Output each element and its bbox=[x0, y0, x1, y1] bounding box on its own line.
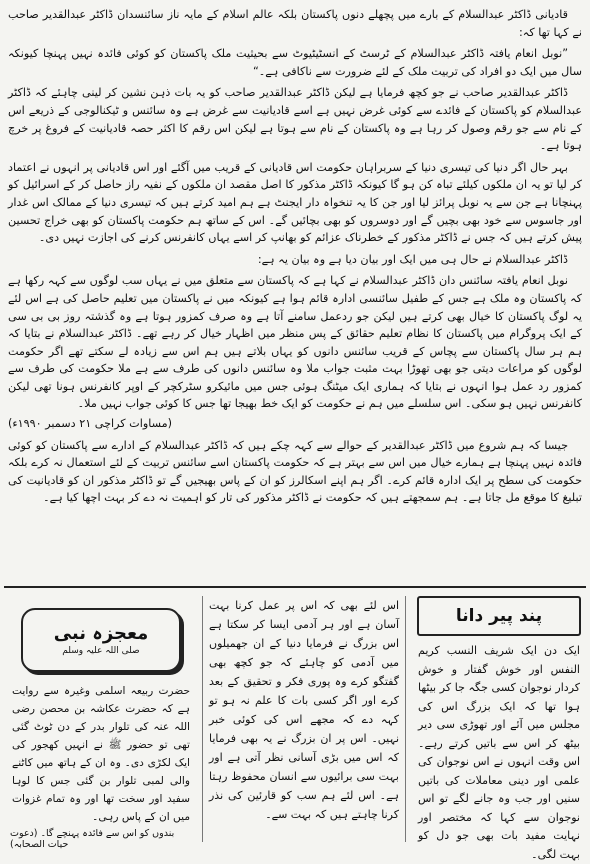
article-quote: ”نوبل انعام یافتہ ڈاکٹر عبدالسلام کے ٹرسٹ کے انسٹیٹیوٹ سے بحیثیت ملک پاکستان کو کوئی فائدہ نہیں پہنچا کیونکہ سال میں ایک دو افراد کی تربیت ملک کے لئے ضرورت سے ناکافی ہے۔“ bbox=[8, 47, 582, 78]
article-paragraph: ڈاکٹر عبدالسلام نے حال ہی میں ایک اور بیان دیا ہے وہ بیان یہ ہے: bbox=[257, 252, 568, 266]
article-paragraph: قادیانی ڈاکٹر عبدالسلام کے بارے میں پچھلے دنوں پاکستان بلکہ عالم اسلام کے مایہ ناز سائنسدان ڈاکٹر عبدالقدیر صاحب نے کہا تھا کہ: bbox=[8, 8, 582, 39]
article-paragraph: جیسا کہ ہم شروع میں ڈاکٹر عبدالقدیر کے حوالے سے کہہ چکے ہیں کہ ڈاکٹر عبدالسلام کے ادارے سے پاکستان کو کوئی فائدہ نہیں پہنچا ہے ہمارے خیال میں اس سے بہتر ہے کہ حکومت پاکستان اسے سائنس تربیت کے لئے استعمال نہ کرے بلکہ حکومت کی سطح پر ایک ادارہ قائم کرے۔ اگر ہم اپنے اسکالرز کو ان کے پاس بھیجیں گے تو ڈاکٹر مذکور ان کو قادیانیت کی تبلیغ کا موقع مل جاتا ہے۔ ہم سمجھتے ہیں کہ حکومت نے ڈاکٹر مذکور کی تار کو اہمیت نہ دے کر بہت اچھا کیا ہے۔ bbox=[8, 438, 582, 505]
column-heading-box bbox=[21, 608, 181, 672]
main-article bbox=[8, 6, 582, 576]
column-heading: معجزہ نبی bbox=[53, 623, 149, 644]
column-subheading: صلی اللہ علیہ وسلم bbox=[62, 646, 140, 656]
column-mojza bbox=[6, 596, 196, 850]
article-source: (مساوات کراچی ۲۱ دسمبر ۱۹۹۰ء) bbox=[8, 417, 172, 431]
column-footer: بندوں کو اس سے فائدہ پہنچے گا۔ (دعوت حیات الصحابہ) bbox=[10, 828, 175, 850]
article-paragraph: ڈاکٹر عبدالقدیر صاحب نے جو کچھ فرمایا ہے لیکن ڈاکٹر عبدالقدیر صاحب کو یہ بات ذہن نشین کر لینی چاہئے کہ ڈاکٹر عبدالسلام کو پاکستان کے فائدے سے کوئی غرض نہیں ہے اسے قادیانیت سے غرض ہے وہ سائنس و ٹیکنالوجی کے ذریعے اس کے نام سے جو رقم وصول کر رہا ہے وہ پاکستان کے نام سے ہوتا ہے لیکن اس رقم کا اکثر حصہ قادیانیت کے فروغ پر خرچ ہوتا ہے۔ bbox=[8, 86, 582, 153]
article-quote: نوبل انعام یافتہ سائنس دان ڈاکٹر عبدالسلام نے کہا ہے کہ پاکستان سے متعلق میں نے یہاں سب لوگوں سے کہہ رکھا ہے کہ پاکستان وہ ملک ہے جس کے طفیل سائنسی ادارہ قائم ہوا ہے کیونکہ میں نے پاکستان میں تعلیم حاصل کی ہے اس لئے یہ لوگ پاکستان کا خیال بھی کرتے ہیں لیکن جو ردعمل سامنے آتا ہے وہ صرف کمزور ہوتا ہے وہ گذشتہ روز بی بی سی کے ایک پروگرام میں پاکستان کا نظام تعلیم حقائق کے پس منظر میں اظہار خیال کر رہے تھے۔ ڈاکٹر عبدالسلام نے بتایا کہ ہم ہر سال پاکستان سے پچاس کے قریب سائنس دانوں کو یہاں بلاتے ہیں ہم اس سے زیادہ لے سکتے تھے اگر حکومت لوگوں کو مراعات دیتی جو بھی تھوڑا بہت مثبت جواب ملا وہ سائنس دانوں کی طرف سے ہے ملا حکومت کی طرف سے کمزور رد عمل ہوا انہوں نے بتایا کہ ہماری ایک میٹنگ ہوئی جس میں مائیکرو سٹرکچر کے اوپر کانفرنس ہونا تھی لیکن کانفرنس نہیں ہو سکی۔ اس سلسلے میں ہم نے حکومت کو ایک خط بھیجا تھا جس کا کوئی جواب نہیں ملا۔ bbox=[8, 274, 582, 411]
column-text: ایک دن ایک شریف النسب کریم النفس اور خوش گفتار و خوش کردار نوجوان کسی جگہ جا کر بیٹھا ہوا تھا کہ ایک بزرگ اس کی مجلس میں آئے اور تھوڑی سی دیر بیٹھ کر اس سے باتیں کرتے رہے۔ اس وقت انہوں نے اس نوجوان کی علمی اور دینی معاملات کی باتیں سنیں اور جب وہ جانے لگے تو اس نوجوان سے کہا کہ مختصر اور نہایت مفید بات بھی جو دل کو بہت لگی۔ bbox=[418, 644, 580, 861]
column-heading: پند پیر دانا bbox=[455, 606, 543, 626]
section-divider bbox=[4, 586, 586, 588]
column-text: حضرت ربیعہ اسلمی وغیرہ سے روایت ہے کہ حضرت عکاشہ بن محصن رضی اللہ عنہ کی تلوار بدر کے دن ٹوٹ گئی تھی تو حضور ﷺ نے انہیں کھجور کی ایک لکڑی دی۔ وہ ان کے ہاتھ میں کاٹنے والی لمبی تلوار بن گئی جس کا لوہا سفید اور سخت تھا اور وہ تمام غزوات میں ان کے پاس رہی۔ bbox=[12, 685, 190, 823]
column-text: اس لئے بھی کہ اس پر عمل کرنا بہت آسان ہے اور ہر آدمی ایسا کر سکتا ہے اس بزرگ نے فرمایا دنیا کے ان جھمیلوں میں آدمی کو چاہئے کہ جو کچھ بھی گفتگو کرے وہ پوری فکر و تحقیق کے بعد کرے اور اگر کسی بات کا علم نہ ہو تو کہہ دے کہ مجھے اس کی کوئی خبر نہیں۔ اس پر ان بزرگ نے یہ بھی فرمایا کہ اس میں بڑی آسانی نظر آتی ہے اور بہت سی برائیوں سے انسان محفوظ رہتا ہے۔ اس لئے ہم سب کو قارئین کی نذر کرنا چاہتے ہیں کہ بہت سے۔ bbox=[209, 599, 399, 821]
column-continued bbox=[202, 596, 406, 842]
column-heading-box bbox=[417, 596, 581, 636]
article-paragraph: بہر حال اگر دنیا کی تیسری دنیا کے سربراہان حکومت اس قادیانی کے قریب میں آگئے اور اس قادیانی پر انہوں نے اعتماد کر لیا تو یہ ان ملکوں کیلئے تباہ کن ہو گا کیونکہ ڈاکٹر مذکور کا اصل مقصد ان ملکوں کے نفیہ راز حاصل کر کے اسرائیل کو پہنچانا ہے جن سے یہ نوبل پرائز لیا اور جن کا یہ تنخواہ دار ایجنٹ ہے ہم امید کرتے ہیں کہ تیسری دنیا کے ممالک اس غدار اور جاسوس سے خود بھی بچیں گے اور دوسروں کو بھی بچائیں گے۔ اس کے ساتھ ہم حکومت پاکستان کو بھی خراج تحسین پیش کرتے ہیں کہ جس نے ڈاکٹر مذکور کے خطرناک عزائم کو بھانپ کر اسے یہاں کانفرنس کرنے کی اجازت نہیں دی۔ bbox=[8, 160, 582, 245]
column-pand-e-pir bbox=[414, 596, 584, 861]
